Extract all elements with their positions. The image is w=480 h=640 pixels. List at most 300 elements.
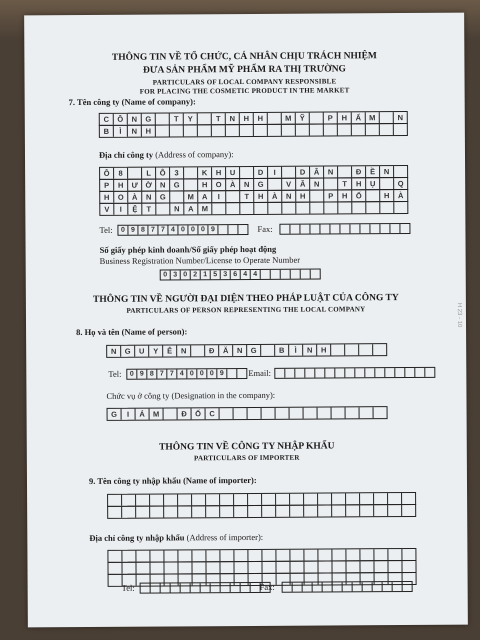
letter-box [366,202,380,213]
letter-box: 4 [241,270,251,279]
letter-box [365,368,375,377]
letter-box: B [100,126,114,137]
letter-box [268,113,282,124]
letter-box [237,369,246,378]
letter-box [360,549,374,560]
letter-box: 0 [118,226,128,235]
letter-box [315,369,325,378]
letter-box [141,584,151,593]
letter-box [318,549,332,560]
letter-box [240,125,254,136]
letter-box [380,124,394,135]
side-handwritten-note: H 23 - 10 [455,302,463,328]
letter-box [393,582,403,591]
letter-box: H [142,126,156,137]
letter-box [211,583,221,592]
letter-box [171,583,181,592]
letter-box [228,225,238,234]
letter-box [395,368,405,377]
letter-box [262,550,276,561]
letter-box [320,224,330,233]
letter-box [324,124,338,135]
letter-box [390,224,400,233]
letter-box [226,191,240,202]
letter-box [291,270,301,279]
importer-title-en: PARTICULARS OF IMPORTER [194,453,300,463]
letter-box [360,505,374,516]
letter-box: 0 [127,370,137,379]
letter-box [221,583,231,592]
letter-box [234,408,248,419]
letter-box: G [254,179,268,190]
importer-name-row-2[interactable] [107,504,416,519]
letter-box [290,408,304,419]
company-name-row-2[interactable] [99,123,408,138]
letter-box [374,505,388,516]
letter-box [293,583,303,592]
letter-box: G [142,114,156,125]
letter-box: N [240,179,254,190]
designation-field[interactable] [107,406,388,421]
letter-box [346,561,360,572]
letter-box [271,270,281,279]
person-email-field[interactable] [274,367,435,379]
letter-box [352,202,366,213]
letter-box [150,563,164,574]
letter-box [198,125,212,136]
letter-box [150,551,164,562]
letter-box: M [282,113,296,124]
letter-box [136,495,150,506]
letter-box [394,124,407,135]
letter-box [305,369,315,378]
importer-name-label: 9. Tên công ty nhập khẩu (Name of importer): [88,474,257,486]
letter-box [318,505,332,516]
letter-box [192,550,206,561]
letter-box: 3 [171,270,181,279]
letter-box: 7 [157,369,167,378]
letter-box [184,125,198,136]
letter-box [370,224,380,233]
letter-box [310,225,320,234]
letter-box: Ễ [163,345,177,356]
letter-box: N [128,126,142,137]
letter-box: C [206,408,220,419]
letter-box: H [296,191,310,202]
letter-box [108,563,122,574]
letter-box [164,550,178,561]
letter-box [385,368,395,377]
letter-box [318,493,332,504]
letter-box [212,203,226,214]
letter-box: Y [184,113,198,124]
letter-box [333,582,343,591]
letter-box [220,408,234,419]
letter-box [332,407,346,418]
letter-box: 0 [161,270,171,279]
letter-box [285,369,295,378]
letter-box: 0 [181,270,191,279]
letter-box [383,582,393,591]
letter-box [136,551,150,562]
letter-box: Ụ [366,178,380,189]
letter-box [304,506,318,517]
letter-box: H [100,192,114,203]
letter-box: I [212,191,226,202]
letter-box [405,368,415,377]
letter-box [402,561,415,572]
letter-box: 0 [188,225,198,234]
letter-box: T [212,113,226,124]
letter-box: Ì [114,126,128,137]
letter-box: Y [149,346,163,357]
letter-box: 7 [167,369,177,378]
letter-box [304,562,318,573]
letter-box: Â [310,167,324,178]
letter-box [310,113,324,124]
letter-box [164,408,178,419]
letter-box [353,582,363,591]
letter-box: 7 [148,226,158,235]
letter-box: 0 [198,225,208,234]
letter-box: À [268,191,282,202]
letter-box [388,505,402,516]
letter-box: T [142,204,156,215]
letter-box [290,225,300,234]
letter-box: U [135,346,149,357]
letter-box [262,562,276,573]
letter-box: T [338,178,352,189]
letter-box [240,167,254,178]
letter-box [360,493,374,504]
letter-box: 0 [178,225,188,234]
letter-box: 8 [147,370,157,379]
letter-box: H [380,190,394,201]
letter-box [248,408,262,419]
letter-box: D [254,167,268,178]
importer-fax-label: Fax: [259,581,275,592]
letter-box [304,550,318,561]
letter-box [332,549,346,560]
importer-tel-field[interactable] [140,582,271,594]
letter-box [164,506,178,517]
letter-box [206,506,220,517]
letter-box [268,179,282,190]
letter-box: Đ [352,166,366,177]
letter-box [240,203,254,214]
letter-box [178,494,192,505]
letter-box [234,562,248,573]
title-vn-1: THÔNG TIN VỀ TỔ CHỨC, CÁ NHÂN CHỊU TRÁCH NHIỆM [111,51,377,63]
letter-box: N [177,345,191,356]
letter-box [403,582,412,591]
letter-box: T [240,191,254,202]
letter-box [128,168,142,179]
letter-box [234,506,248,517]
letter-box [332,561,346,572]
letter-box [150,507,164,518]
title-en-1: PARTICULARS OF LOCAL COMPANY RESPONSIBLE [152,77,337,87]
letter-box [304,408,318,419]
letter-box [374,493,388,504]
letter-box: Ệ [128,204,142,215]
letter-box [360,561,374,572]
letter-box [108,507,122,518]
letter-box: N [156,179,170,190]
letter-box [276,506,290,517]
letter-box [310,125,324,136]
letter-box: Ô [156,167,170,178]
letter-box: 8 [114,168,128,179]
letter-box [191,345,205,356]
letter-box: 9 [137,370,147,379]
letter-box: 4 [177,369,187,378]
letter-box [338,166,352,177]
letter-box [268,203,282,214]
letter-box [402,493,415,504]
letter-box [122,551,136,562]
letter-box: Ỹ [296,113,310,124]
letter-box: N [397,113,403,123]
letter-box: N [226,113,240,124]
letter-box [388,549,402,560]
person-tel-field[interactable] [126,368,247,380]
letter-box [360,407,374,418]
letter-box: N [107,346,121,357]
letter-box [345,344,359,355]
letter-box: H [352,178,366,189]
letter-box: 8 [138,226,148,235]
letter-box: H [338,112,352,123]
letter-box [241,583,251,592]
letter-box [192,494,206,505]
letter-box: À [128,192,142,203]
letter-box: B [275,345,289,356]
company-tel-field[interactable] [117,224,248,236]
letter-box [156,125,170,136]
letter-box [248,494,262,505]
letter-box [394,202,407,213]
person-title-vn: THÔNG TIN VỀ NGƯỜI ĐẠI DIỆN THEO PHÁP LUẬT CỦA CÔNG TY [92,293,399,305]
importer-title-vn: THÔNG TIN VỀ CÔNG TY NHẬP KHẨU [159,441,335,453]
letter-box [164,494,178,505]
letter-box: M [366,112,380,123]
license-label: Số giấy phép kinh doanh/Số giấy phép hoạt động [99,243,277,255]
letter-box [254,203,268,214]
letter-box [248,550,262,561]
letter-box: D [296,167,310,178]
letter-box [373,344,386,355]
letter-box: H [338,190,352,201]
person-name-field[interactable] [106,343,387,358]
letter-box: I [122,409,136,420]
letter-box: Đ [178,408,192,419]
letter-box: V [282,179,296,190]
letter-box [311,270,320,279]
license-field[interactable] [160,269,321,281]
letter-box: 1 [201,270,211,279]
letter-box [310,191,324,202]
letter-box: N [324,166,338,177]
letter-box: 7 [158,225,168,234]
letter-box [261,345,275,356]
letter-box [332,505,346,516]
importer-fax-field[interactable] [282,581,413,593]
letter-box: Á [136,409,150,420]
letter-box: Ề [366,166,380,177]
letter-box [280,225,290,234]
letter-box [262,494,276,505]
company-address-row-4[interactable] [99,201,408,216]
letter-box [346,493,360,504]
letter-box: Ố [192,408,206,419]
letter-box: I [268,167,282,178]
letter-box [268,125,282,136]
letter-box [345,368,355,377]
letter-box [220,506,234,517]
letter-box: H [212,167,226,178]
letter-box [238,225,247,234]
letter-box: Ì [289,345,303,356]
letter-box: Ờ [142,180,156,191]
letter-box [380,112,394,123]
form-page [24,13,468,628]
letter-box: N [282,191,296,202]
letter-box [231,583,241,592]
letter-box: N [310,179,324,190]
letter-box [262,506,276,517]
letter-box [212,125,226,136]
letter-box [310,203,324,214]
letter-box: 0 [207,369,217,378]
letter-box [206,562,220,573]
letter-box: À [226,179,240,190]
letter-box [343,582,353,591]
letter-box [402,549,415,560]
letter-box [248,562,262,573]
letter-box [234,550,248,561]
letter-box [275,369,285,378]
letter-box [261,270,271,279]
letter-box [276,494,290,505]
letter-box [338,124,352,135]
letter-box [301,270,311,279]
letter-box [181,583,191,592]
letter-box: 3 [221,270,231,279]
letter-box: H [198,179,212,190]
letter-box [295,369,305,378]
letter-box [346,407,360,418]
letter-box [338,202,352,213]
letter-box [290,562,304,573]
letter-box: Ẩ [352,112,366,123]
letter-box [425,368,434,377]
letter-box [380,178,394,189]
letter-box [324,178,338,189]
letter-box: Ô [100,168,114,179]
letter-box [380,224,390,233]
person-name-label: 8. Họ và tên (Name of person): [76,326,188,338]
letter-box: M [184,191,198,202]
letter-box: I [114,204,128,215]
letter-box [281,270,291,279]
letter-box: V [100,204,114,215]
letter-box: U [226,167,240,178]
letter-box: 0 [197,369,207,378]
letter-box: 6 [231,270,241,279]
letter-box [313,583,323,592]
letter-box: À [397,191,404,201]
letter-box: 4 [168,225,178,234]
letter-box [136,563,150,574]
importer-address-label: Địa chỉ công ty nhập khẩu (Address of importer): [89,531,264,543]
letter-box [304,494,318,505]
letter-box [151,584,161,593]
letter-box [170,191,184,202]
letter-box: 0 [187,369,197,378]
letter-box [226,125,240,136]
letter-box [206,550,220,561]
letter-box: Ă [219,345,233,356]
letter-box [346,549,360,560]
company-fax-field[interactable] [279,223,410,235]
letter-box [296,203,310,214]
letter-box [359,344,373,355]
letter-box [178,562,192,573]
letter-box [161,583,171,592]
letter-box: 9 [128,226,138,235]
letter-box [282,203,296,214]
company-name-label: 7. Tên công ty (Name of company): [68,96,196,108]
title-en-2: FOR PLACING THE COSMETIC PRODUCT IN THE MARKET [139,86,350,96]
letter-box: G [247,345,261,356]
letter-box [192,562,206,573]
company-tel-label: Tel: [99,224,113,235]
letter-box: M [150,409,164,420]
letter-box [331,344,345,355]
letter-box: N [303,345,317,356]
letter-box: N [233,345,247,356]
letter-box [323,582,333,591]
letter-box [276,562,290,573]
letter-box [340,224,350,233]
letter-box [220,550,234,561]
letter-box: Ư [128,180,142,191]
letter-box: A [198,191,212,202]
letter-box [201,583,211,592]
letter-box [282,167,296,178]
letter-box [108,551,122,562]
letter-box [170,125,184,136]
letter-box [374,549,388,560]
letter-box: H [240,113,254,124]
letter-box [374,561,388,572]
company-address-label: Địa chỉ công ty (Address of company): [98,149,234,160]
letter-box: H [114,180,128,191]
letter-box [300,225,310,234]
letter-box: Ă [296,179,310,190]
letter-box: O [114,192,128,203]
letter-box [192,506,206,517]
letter-box: 9 [217,369,227,378]
letter-box: T [170,113,184,124]
letter-box [109,575,123,586]
letter-box [108,495,122,506]
letter-box [332,493,346,504]
letter-box [352,124,366,135]
letter-box: 3 [170,167,184,178]
letter-box [198,113,212,124]
